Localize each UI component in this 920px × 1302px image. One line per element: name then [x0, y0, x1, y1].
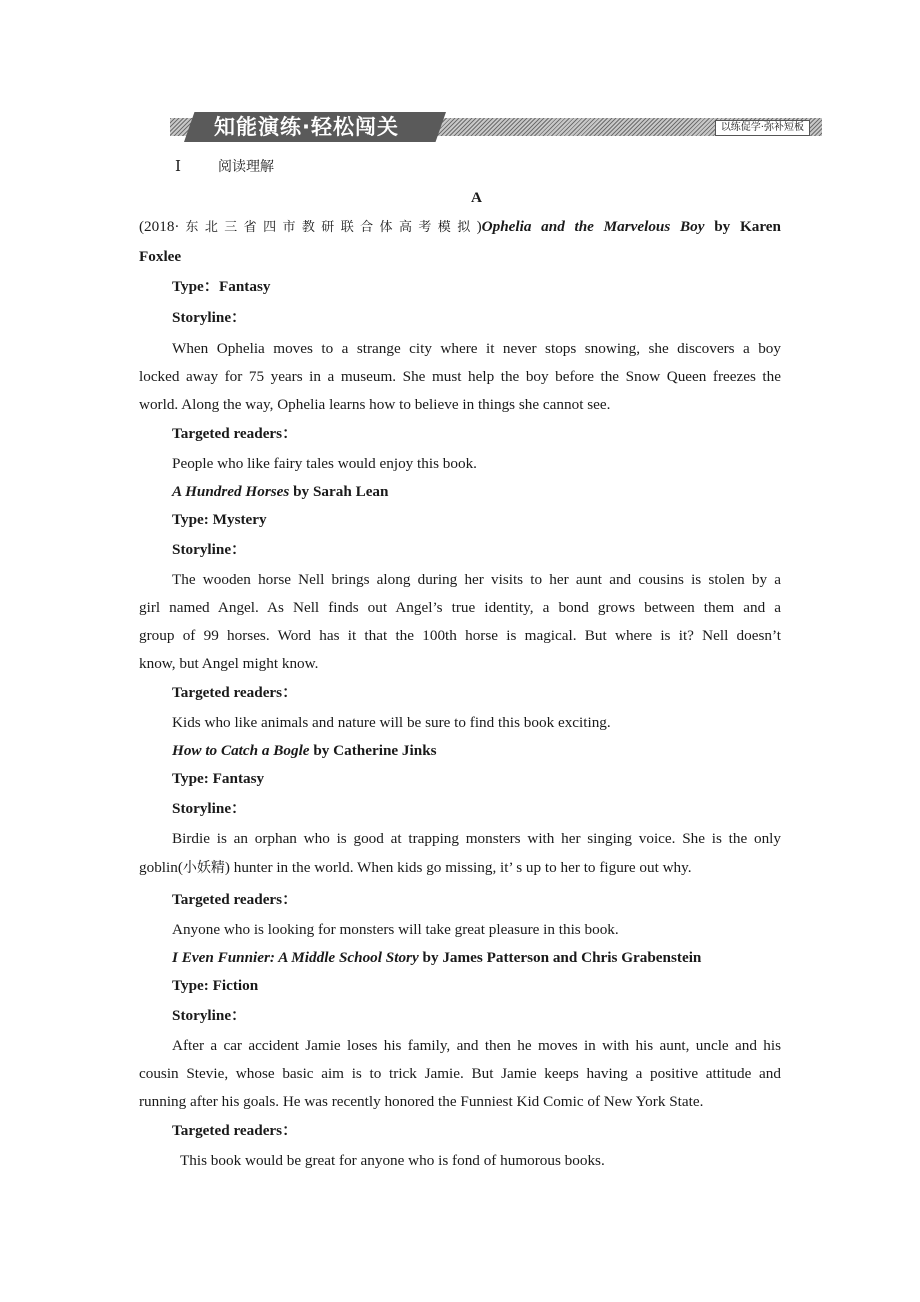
- book-3-readers-label: Targeted readers：: [172, 891, 298, 908]
- book-1-storyline-line-2: locked away for 75 years in a museum. She must help the boy before the Snow Queen freezes the: [139, 368, 781, 385]
- book-2-storyline-line-4: know, but Angel might know.: [139, 655, 319, 672]
- banner-title: 知能演练·轻松闯关: [214, 115, 399, 139]
- book-1-author: by Karen: [714, 218, 781, 235]
- book-2-readers-label: Targeted readers：: [172, 684, 298, 701]
- book-1-readers-label: Targeted readers：: [172, 425, 298, 442]
- source-text: 东北三省四市教研联合体高考模拟: [179, 220, 477, 235]
- banner-subtitle: 以练促学·弥补短板: [715, 120, 810, 136]
- book-2-title: A Hundred Horses: [172, 483, 290, 500]
- book-2-heading: [172, 482, 388, 502]
- book-3-storyline-line-1: Birdie is an orphan who is good at trapping monsters with her singing voice. She is the only: [172, 830, 781, 847]
- book-4-author: by James Patterson and Chris Grabenstein: [418, 949, 702, 966]
- source-line: [139, 217, 781, 238]
- book-4-storyline-line-2: cousin Stevie, whose basic aim is to trick Jamie. But Jamie keeps having a positive attitude and: [139, 1065, 781, 1082]
- book-1-readers: People who like fairy tales would enjoy this book.: [172, 455, 477, 472]
- book-4-storyline-label: Storyline：: [172, 1007, 247, 1024]
- book-3-readers: Anyone who is looking for monsters will take great pleasure in this book.: [172, 921, 619, 938]
- book-4-readers-label: Targeted readers：: [172, 1122, 298, 1139]
- book-1-storyline-line-1: When Ophelia moves to a strange city where it never stops snowing, she discovers a boy: [172, 340, 781, 357]
- section-numeral: Ⅰ: [175, 158, 181, 175]
- book-4-heading: [172, 948, 701, 968]
- book-1-storyline-line-3: world. Along the way, Ophelia learns how to believe in things she cannot see.: [139, 396, 611, 413]
- book-2-readers: Kids who like animals and nature will be sure to find this book exciting.: [172, 714, 611, 731]
- book-2-storyline-line-1: The wooden horse Nell brings along during her visits to her aunt and cousins is stolen by a: [172, 571, 781, 588]
- book-1-type: Type：Fantasy: [172, 278, 271, 295]
- book-2-storyline-line-2: girl named Angel. As Nell finds out Angel’s true identity, a bond grows between them and a: [139, 599, 781, 616]
- book-3-title: How to Catch a Bogle: [172, 742, 310, 759]
- book-3-type: Type: Fantasy: [172, 770, 265, 787]
- book-1-title: Ophelia and the Marvelous Boy: [481, 218, 705, 235]
- goblin-text: goblin(: [139, 859, 183, 876]
- book-3-storyline-label: Storyline：: [172, 800, 247, 817]
- book-4-storyline-line-1: After a car accident Jamie loses his family, and then he moves in with his aunt, uncle and his: [172, 1037, 781, 1054]
- goblin-rest: ) hunter in the world. When kids go missing, it’ s up to her to figure out why.: [224, 859, 692, 876]
- section-banner: [170, 112, 822, 142]
- book-2-author: by Sarah Lean: [289, 483, 389, 500]
- source-close: ): [476, 218, 482, 235]
- book-4-readers: This book would be great for anyone who is fond of humorous books.: [180, 1152, 605, 1169]
- section-title: 阅读理解: [218, 159, 274, 175]
- book-3-heading: [172, 741, 437, 761]
- book-3-author: by Catherine Jinks: [309, 742, 437, 759]
- source-open: (2018·: [139, 218, 180, 235]
- book-3-storyline-line-2: [139, 858, 692, 878]
- book-1-author-cont: Foxlee: [139, 248, 182, 265]
- passage-letter: A: [471, 189, 482, 206]
- book-2-type: Type: Mystery: [172, 511, 267, 528]
- book-4-type: Type: Fiction: [172, 977, 259, 994]
- book-4-title: I Even Funnier: A Middle School Story: [172, 949, 419, 966]
- book-1-storyline-label: Storyline：: [172, 309, 247, 326]
- book-2-storyline-label: Storyline：: [172, 541, 247, 558]
- book-4-storyline-line-3: running after his goals. He was recently honored the Funniest Kid Comic of New York State.: [139, 1093, 704, 1110]
- book-2-storyline-line-3: group of 99 horses. Word has it that the 100th horse is magical. But where is it? Nell doesn’t: [139, 627, 781, 644]
- goblin-gloss: 小妖精: [182, 860, 225, 876]
